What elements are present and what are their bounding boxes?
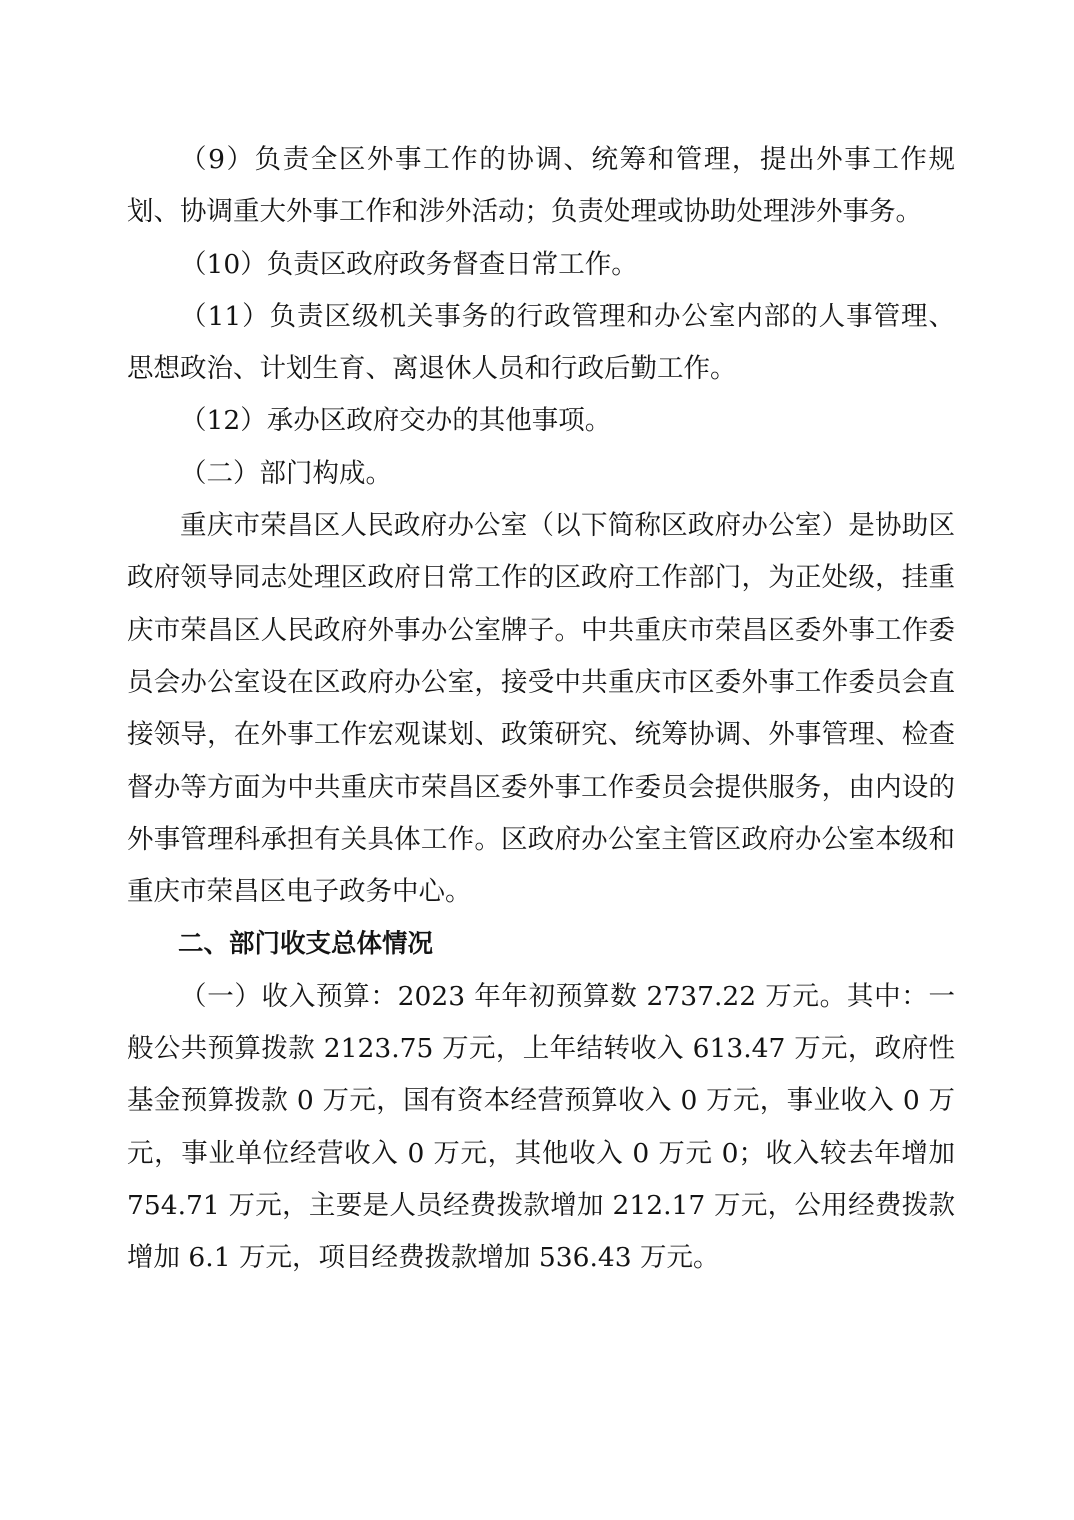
duty-item-9: （9）负责全区外事工作的协调、统筹和管理，提出外事工作规划、协调重大外事工作和涉外活动；负责处理或协助处理涉外事务。	[127, 144, 955, 228]
duty-item-10: （10）负责区政府政务督查日常工作。	[180, 248, 638, 280]
department-composition-text: 重庆市荣昌区人民政府办公室（以下简称区政府办公室）是协助区政府领导同志处理区政府日常工作的区政府工作部门，为正处级，挂重庆市荣昌区人民政府外事办公室牌子。中共重庆市荣昌区委外事工作委员会办公室设在区政府办公室，接受中共重庆市区委外事工作委员会直接领导，在外事工作宏观谋划、政策研究、统筹协调、外事管理、检查督办等方面为中共重庆市荣昌区委外事工作委员会提供服务，由内设的外事管理科承担有关具体工作。区政府办公室主管区政府办公室本级和重庆市荣昌区电子政务中心。	[127, 510, 955, 908]
duty-item-11: （11）负责区级机关事务的行政管理和办公室内部的人事管理、思想政治、计划生育、离退休人员和行政后勤工作。	[127, 300, 955, 385]
section-department-composition: （二）部门构成。	[180, 457, 392, 489]
duty-item-12: （12）承办区政府交办的其他事项。	[180, 405, 612, 437]
revenue-budget-text: （一）收入预算：2023 年年初预算数 2737.22 万元。其中：一般公共预算拨款 2123.75 万元，上年结转收入 613.47 万元，政府性基金预算拨款 0 万元，国有资本经营预算收入 0 万元，事业收入 0 万元，事业单位经营收入 0 万元，其他收入 0 万元 0；收入较去年增加 754.71 万元，主要是人员经费拨款增加 212.17 万元，公用经费拨款增加 6.1 万元，项目经费拨款增加 536.43 万元。	[127, 980, 955, 1274]
document-body	[127, 134, 955, 1285]
section-heading-revenue-expenditure: 二、部门收支总体情况	[178, 929, 434, 960]
